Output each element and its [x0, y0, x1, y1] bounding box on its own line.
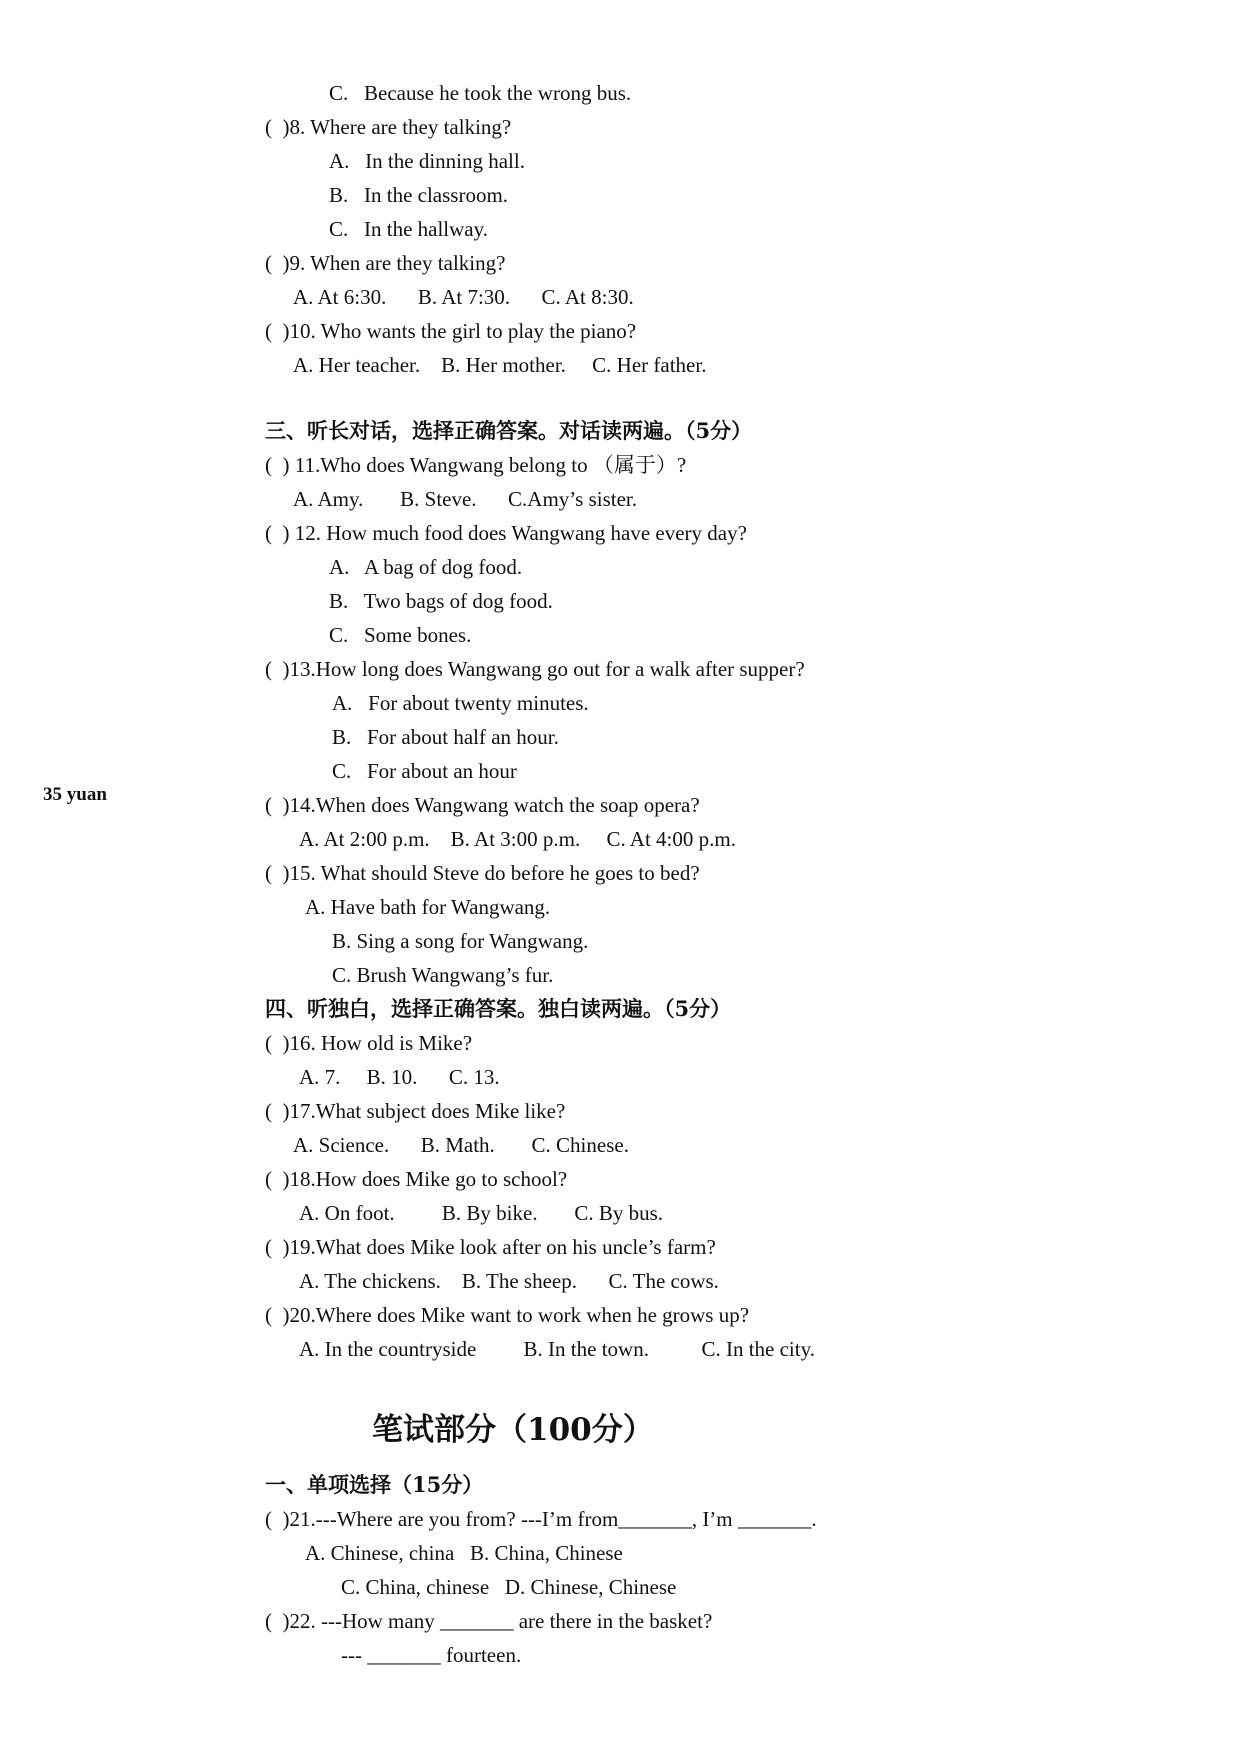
question-19: ( )19.What does Mike look after on his uncle’s farm? — [265, 1235, 716, 1259]
q13-option-a: A. For about twenty minutes. — [332, 691, 589, 715]
question-16: ( )16. How old is Mike? — [265, 1031, 473, 1055]
q7-option-c: C. Because he took the wrong bus. — [329, 81, 632, 105]
question-11: ( ) 11.Who does Wangwang belong to （属于）? — [265, 453, 687, 477]
q17-options: A. Science. B. Math. C. Chinese. — [293, 1133, 629, 1157]
q9-options: A. At 6:30. B. At 7:30. C. At 8:30. — [293, 285, 634, 309]
question-22: ( )22. ---How many _______ are there in the basket? — [265, 1609, 713, 1633]
q18-options: A. On foot. B. By bike. C. By bus. — [299, 1201, 664, 1225]
q20-options: A. In the countryside B. In the town. C. In the city. — [299, 1337, 815, 1361]
section-3-heading: 三、听长对话，选择正确答案。对话读两遍。（5分） — [265, 418, 753, 443]
question-8: ( )8. Where are they talking? — [265, 115, 512, 139]
q12-option-a: A. A bag of dog food. — [329, 555, 523, 579]
q19-options: A. The chickens. B. The sheep. C. The cows. — [299, 1269, 719, 1293]
q21-options-cd: C. China, chinese D. Chinese, Chinese — [341, 1575, 677, 1599]
side-note: 35 yuan — [43, 784, 107, 805]
q15-option-a: A. Have bath for Wangwang. — [305, 895, 551, 919]
section-4-heading: 四、听独白，选择正确答案。独白读两遍。（5分） — [265, 996, 732, 1021]
question-13: ( )13.How long does Wangwang go out for a walk after supper? — [265, 657, 805, 681]
q12-option-b: B. Two bags of dog food. — [329, 589, 553, 613]
q16-options: A. 7. B. 10. C. 13. — [299, 1065, 500, 1089]
q14-options: A. At 2:00 p.m. B. At 3:00 p.m. C. At 4:00 p.m. — [299, 827, 736, 851]
question-21: ( )21.---Where are you from? ---I’m from_______, I’m _______. — [265, 1507, 817, 1531]
question-14: ( )14.When does Wangwang watch the soap opera? — [265, 793, 700, 817]
question-18: ( )18.How does Mike go to school? — [265, 1167, 568, 1191]
written-section-1-heading: 一、单项选择（15分） — [265, 1472, 484, 1497]
written-part-title: 笔试部分（100分） — [372, 1412, 654, 1448]
question-12: ( ) 12. How much food does Wangwang have every day? — [265, 521, 747, 545]
q13-option-c: C. For about an hour — [332, 759, 517, 783]
question-15: ( )15. What should Steve do before he goes to bed? — [265, 861, 700, 885]
q12-option-c: C. Some bones. — [329, 623, 472, 647]
question-20: ( )20.Where does Mike want to work when he grows up? — [265, 1303, 750, 1327]
q8-option-b: B. In the classroom. — [329, 183, 509, 207]
q8-option-c: C. In the hallway. — [329, 217, 489, 241]
q15-option-c: C. Brush Wangwang’s fur. — [332, 963, 554, 987]
q13-option-b: B. For about half an hour. — [332, 725, 559, 749]
q21-options-ab: A. Chinese, china B. China, Chinese — [305, 1541, 623, 1565]
q8-option-a: A. In the dinning hall. — [329, 149, 525, 173]
q22-answer-line: --- _______ fourteen. — [341, 1643, 522, 1667]
q15-option-b: B. Sing a song for Wangwang. — [332, 929, 589, 953]
question-10: ( )10. Who wants the girl to play the piano? — [265, 319, 637, 343]
q10-options: A. Her teacher. B. Her mother. C. Her father. — [293, 353, 707, 377]
question-9: ( )9. When are they talking? — [265, 251, 506, 275]
q11-options: A. Amy. B. Steve. C.Amy’s sister. — [293, 487, 637, 511]
question-17: ( )17.What subject does Mike like? — [265, 1099, 566, 1123]
